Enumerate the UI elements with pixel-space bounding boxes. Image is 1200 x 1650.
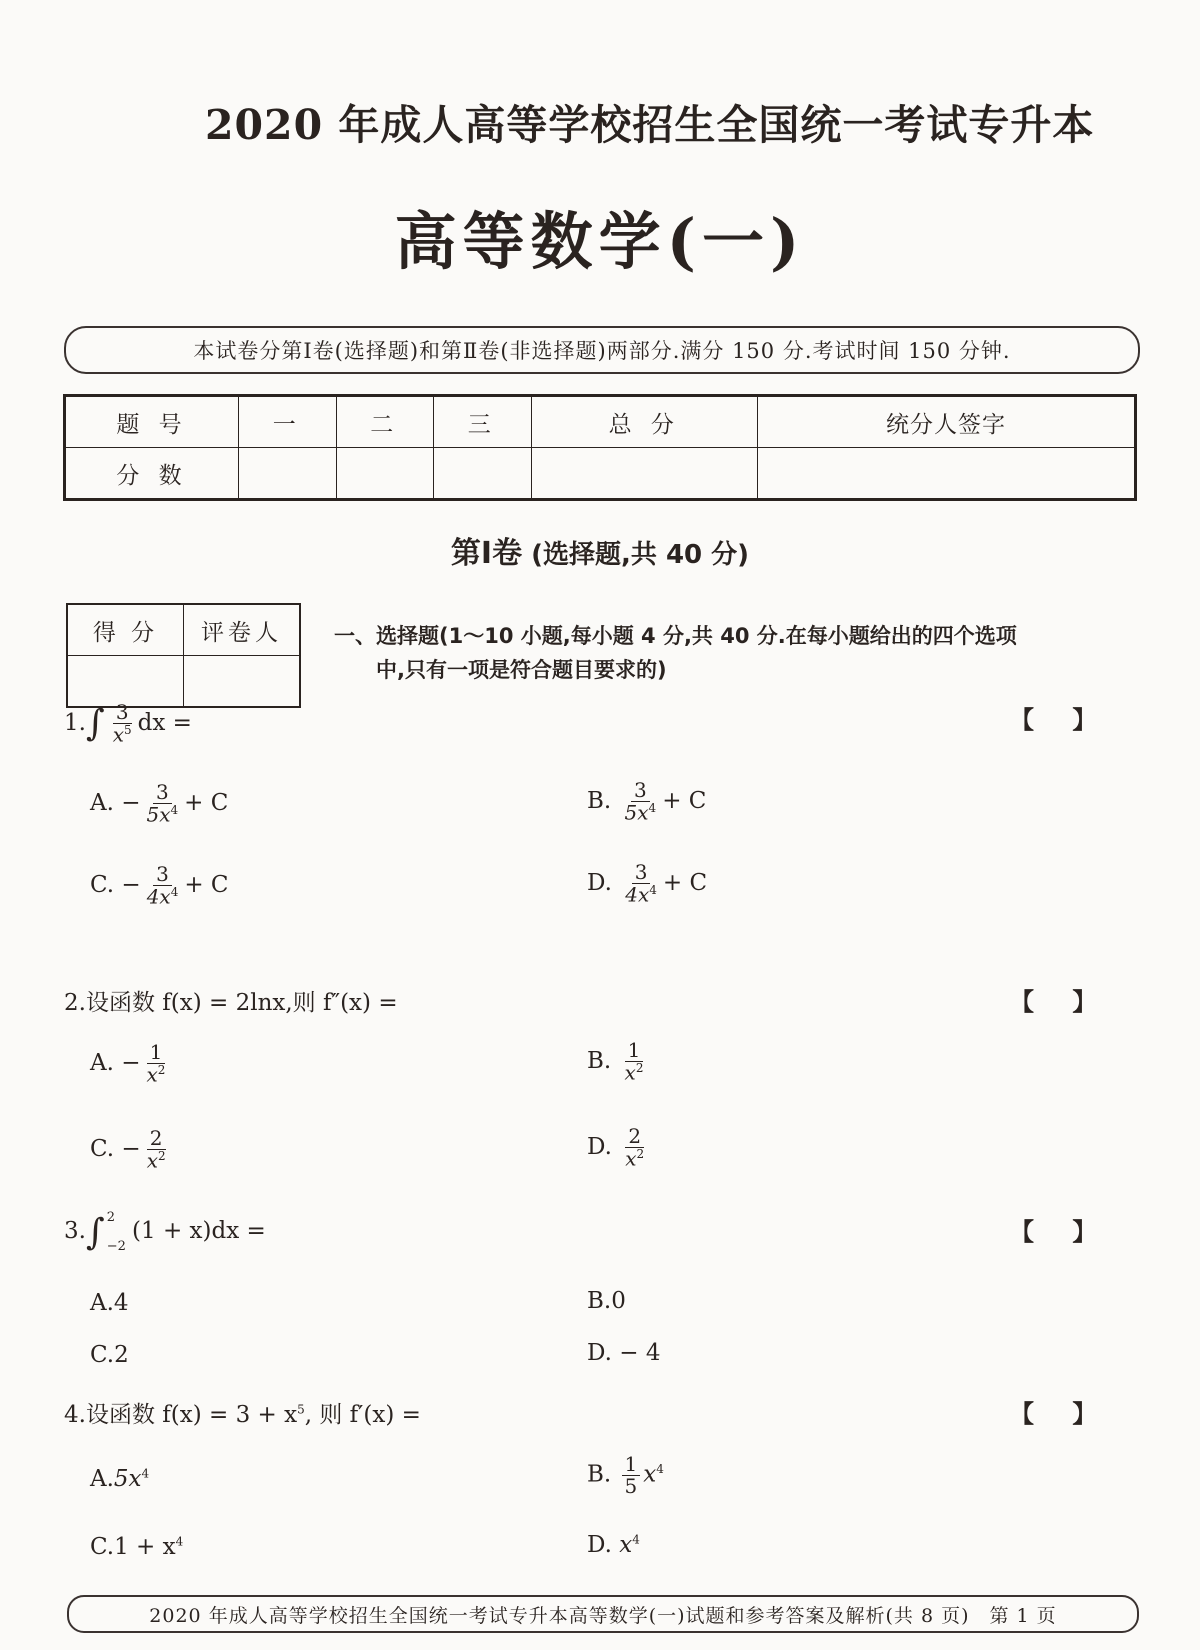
option-2b[interactable] bbox=[587, 1040, 649, 1084]
grader-table bbox=[66, 603, 301, 708]
fraction-denominator: x bbox=[624, 1060, 636, 1085]
section-title-main: 第Ⅰ卷 bbox=[450, 536, 523, 571]
exam-notice bbox=[64, 326, 1140, 374]
exponent: 4 bbox=[141, 1466, 150, 1481]
option-fraction bbox=[144, 864, 182, 908]
score-cell-blank[interactable] bbox=[239, 448, 337, 500]
option-fraction bbox=[622, 780, 660, 824]
exponent: 5 bbox=[124, 723, 132, 737]
exponent: 2 bbox=[157, 1063, 166, 1077]
exam-subtitle: 2020 年成人高等学校招生全国统一考试专升本 bbox=[205, 101, 1095, 149]
exponent: 4 bbox=[632, 1532, 640, 1547]
question-number: 1. bbox=[64, 709, 86, 736]
option-3a[interactable] bbox=[90, 1290, 129, 1316]
option-3b[interactable] bbox=[587, 1288, 626, 1314]
score-cell-header: 三 bbox=[434, 396, 532, 448]
option-text: x bbox=[619, 1532, 633, 1558]
exponent: 5 bbox=[297, 1402, 305, 1417]
notice-text: 本试卷分第Ⅰ卷(选择题)和第Ⅱ卷(非选择题)两部分.满分 150 分.考试时间 150 分钟. bbox=[193, 339, 1011, 363]
option-text: 0 bbox=[611, 1288, 626, 1314]
exponent: 2 bbox=[157, 1149, 166, 1163]
option-4c[interactable] bbox=[90, 1534, 183, 1560]
score-cell-blank[interactable] bbox=[336, 448, 434, 500]
integral-sign: ∫ bbox=[85, 703, 105, 745]
option-fraction bbox=[144, 1128, 169, 1172]
option-1d[interactable] bbox=[587, 862, 707, 906]
option-fraction bbox=[622, 1040, 647, 1084]
exam-title: 高等数学(一) bbox=[394, 205, 806, 278]
option-text: − 4 bbox=[619, 1340, 661, 1366]
option-3c[interactable] bbox=[90, 1342, 129, 1368]
exponent: 2 bbox=[636, 1147, 645, 1161]
question-number: 3. bbox=[64, 1218, 86, 1244]
part-one-line2: 中,只有一项是符合题目要求的) bbox=[376, 658, 667, 682]
fraction-numerator: 3 bbox=[153, 782, 172, 804]
option-fraction bbox=[622, 1454, 641, 1497]
exponent: 4 bbox=[648, 801, 657, 815]
score-cell-blank[interactable] bbox=[758, 448, 1136, 500]
exponent: 4 bbox=[175, 1534, 184, 1549]
option-tail: + C bbox=[184, 789, 229, 816]
grader-name-blank[interactable] bbox=[184, 656, 301, 708]
question-4-stem bbox=[64, 1396, 421, 1429]
fraction-numerator: 2 bbox=[147, 1128, 166, 1150]
option-4a[interactable] bbox=[90, 1466, 149, 1492]
question-number: 2. bbox=[64, 990, 86, 1016]
fraction-numerator: 1 bbox=[625, 1040, 644, 1062]
lower-limit: −2 bbox=[106, 1239, 126, 1254]
section-title bbox=[0, 528, 1200, 572]
option-1c[interactable] bbox=[90, 864, 229, 908]
score-cell-header: 统分人签字 bbox=[758, 396, 1136, 448]
exponent: 4 bbox=[170, 803, 179, 817]
score-table-header-row bbox=[65, 396, 1136, 448]
question-2-stem bbox=[64, 984, 398, 1017]
integral-sign: ∫ bbox=[85, 1211, 105, 1253]
option-fraction bbox=[622, 1126, 647, 1170]
question-4-text: 设函数 f(x) = 3 + x bbox=[85, 1402, 298, 1428]
grader-score-label: 得 分 bbox=[67, 604, 184, 656]
option-label: A. bbox=[90, 1290, 114, 1316]
question-1-fraction bbox=[110, 702, 135, 746]
fraction-denominator: 5x bbox=[624, 800, 649, 825]
answer-bracket[interactable]: 【 】 bbox=[1010, 988, 1097, 1016]
score-table bbox=[63, 394, 1137, 501]
score-cell-header: 总 分 bbox=[531, 396, 757, 448]
option-label: C. bbox=[90, 1342, 115, 1368]
option-text: 5x bbox=[113, 1466, 142, 1492]
option-label: C. bbox=[90, 1135, 115, 1162]
exponent: 2 bbox=[635, 1061, 644, 1075]
fraction-denominator: 4x bbox=[625, 882, 650, 907]
page-footer bbox=[67, 1595, 1139, 1633]
upper-limit: 2 bbox=[106, 1210, 115, 1225]
fraction-numerator: 3 bbox=[113, 702, 132, 724]
integrand: (1 + x)dx = bbox=[132, 1218, 266, 1244]
question-1-tail: dx = bbox=[137, 709, 192, 736]
fraction-denominator: 5 bbox=[624, 1474, 638, 1498]
fraction-numerator: 1 bbox=[622, 1454, 641, 1476]
question-number: 4. bbox=[64, 1402, 86, 1428]
grader-name-label: 评卷人 bbox=[184, 604, 301, 656]
option-fraction bbox=[144, 782, 182, 826]
option-label: B. bbox=[587, 1461, 612, 1488]
option-label: B. bbox=[587, 1047, 612, 1074]
question-1-stem bbox=[64, 702, 192, 746]
option-sign: − bbox=[121, 1049, 141, 1076]
score-cell-header: 二 bbox=[336, 396, 434, 448]
fraction-denominator: 4x bbox=[146, 884, 171, 909]
score-cell-blank[interactable] bbox=[531, 448, 757, 500]
fraction-denominator: x bbox=[146, 1148, 158, 1173]
part-one-instructions bbox=[334, 619, 1144, 687]
fraction-numerator: 3 bbox=[632, 862, 651, 884]
option-label: D. bbox=[587, 1532, 612, 1558]
option-text: 2 bbox=[114, 1342, 129, 1368]
option-fraction bbox=[622, 862, 660, 906]
score-cell-label: 分 数 bbox=[65, 448, 239, 500]
exponent: 4 bbox=[170, 885, 179, 899]
footer-text: 2020 年成人高等学校招生全国统一考试专升本高等数学(一)试题和参考答案及解析(共 8 页) 第 1 页 bbox=[149, 1604, 1057, 1627]
fraction-numerator: 1 bbox=[147, 1042, 166, 1064]
option-label: D. bbox=[587, 1340, 612, 1366]
score-cell-blank[interactable] bbox=[434, 448, 532, 500]
option-2a[interactable] bbox=[90, 1042, 171, 1086]
option-fraction bbox=[144, 1042, 169, 1086]
fraction-denominator: x bbox=[625, 1146, 637, 1171]
part-one-line1: 一、选择题(1～10 小题,每小题 4 分,共 40 分.在每小题给出的四个选项 bbox=[334, 624, 1017, 648]
option-text: x bbox=[643, 1461, 657, 1488]
option-text: 4 bbox=[113, 1290, 129, 1316]
fraction-numerator: 3 bbox=[631, 780, 650, 802]
option-tail: + C bbox=[662, 869, 708, 896]
score-cell-header: 一 bbox=[239, 396, 337, 448]
question-3-stem bbox=[64, 1210, 266, 1254]
option-4b[interactable] bbox=[587, 1454, 664, 1497]
answer-bracket[interactable]: 【 】 bbox=[1010, 706, 1097, 734]
option-1b[interactable] bbox=[587, 780, 706, 824]
option-2c[interactable] bbox=[90, 1128, 172, 1172]
option-label: A. bbox=[90, 1466, 114, 1492]
option-tail: + C bbox=[184, 871, 229, 898]
option-label: C. bbox=[90, 871, 115, 898]
integral-limits bbox=[107, 1210, 125, 1254]
answer-bracket[interactable]: 【 】 bbox=[1010, 1218, 1097, 1246]
fraction-numerator: 3 bbox=[153, 864, 172, 886]
option-tail: + C bbox=[662, 787, 707, 814]
question-2-text: 设函数 f(x) = 2lnx,则 f″(x) = bbox=[85, 990, 398, 1016]
option-sign: − bbox=[121, 871, 141, 898]
option-label: B. bbox=[587, 787, 612, 814]
option-1a[interactable] bbox=[90, 782, 228, 826]
option-3d[interactable] bbox=[587, 1340, 660, 1366]
fraction-denominator: 5x bbox=[146, 802, 171, 827]
option-text: 1 + x bbox=[114, 1534, 176, 1560]
option-label: A. bbox=[90, 789, 114, 816]
exponent: 4 bbox=[656, 1461, 664, 1476]
option-label: A. bbox=[90, 1049, 114, 1076]
fraction-denominator: x bbox=[146, 1062, 158, 1087]
option-label: C. bbox=[90, 1534, 115, 1560]
option-2d[interactable] bbox=[587, 1126, 650, 1170]
option-sign: − bbox=[121, 1135, 141, 1162]
option-label: B. bbox=[587, 1288, 612, 1314]
question-4-text-tail: , 则 f′(x) = bbox=[304, 1402, 421, 1428]
section-title-note: (选择题,共 40 分) bbox=[531, 540, 750, 570]
answer-bracket[interactable]: 【 】 bbox=[1010, 1400, 1097, 1428]
score-table-value-row bbox=[65, 448, 1136, 500]
option-label: D. bbox=[587, 869, 612, 896]
score-cell-label: 题 号 bbox=[65, 396, 239, 448]
fraction-denominator: x bbox=[112, 722, 124, 747]
fraction-numerator: 2 bbox=[625, 1126, 644, 1148]
exponent: 4 bbox=[649, 883, 657, 897]
option-sign: − bbox=[121, 789, 141, 816]
option-4d[interactable] bbox=[587, 1532, 640, 1558]
option-label: D. bbox=[587, 1133, 612, 1160]
